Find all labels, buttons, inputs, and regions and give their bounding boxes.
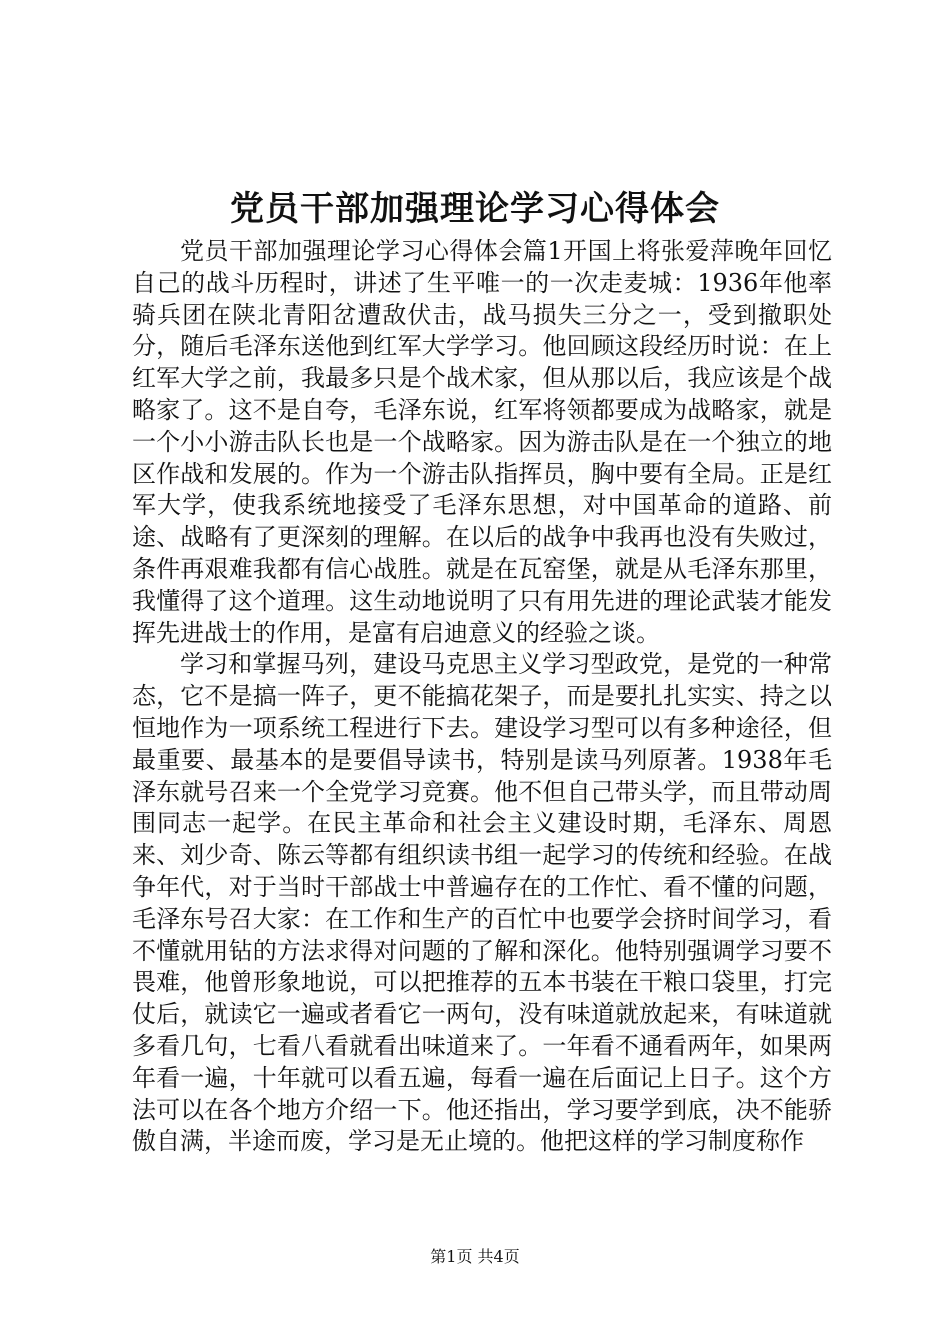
document-body [132, 236, 832, 1158]
paragraph-2: 学习和掌握马列，建设马克思主义学习型政党，是党的一种常态，它不是搞一阵子，更不能搞花架子，而是要扎扎实实、持之以恒地作为一项系统工程进行下去。建设学习型可以有多种途径，但最重要、最基本的是要倡导读书，特别是读马列原著。1938年毛泽东就号召来一个全党学习竞赛。他不但自己带头学，而且带动周围同志一起学。在民主革命和社会主义建设时期，毛泽东、周恩来、刘少奇、陈云等都有组织读书组一起学习的传统和经验。在战争年代，对于当时干部战士中普遍存在的工作忙、看不懂的问题，毛泽东号召大家：在工作和生产的百忙中也要学会挤时间学习，看不懂就用钻的方法求得对问题的了解和深化。他特别强调学习要不畏难，他曾形象地说，可以把推荐的五本书装在干粮口袋里，打完仗后，就读它一遍或者看它一两句，没有味道就放起来，有味道就多看几句，七看八看就看出味道来了。一年看不通看两年，如果两年看一遍，十年就可以看五遍，每看一遍在后面记上日子。这个方法可以在各个地方介绍一下。他还指出，学习要学到底，决不能骄傲自满，半途而废，学习是无止境的。他把这样的学习制度称作 [132, 650, 832, 1156]
document-title: 党员干部加强理论学习心得体会 [230, 189, 720, 229]
page-footer: 第1页 共4页 [430, 1247, 520, 1266]
paragraph-1: 党员干部加强理论学习心得体会篇1开国上将张爱萍晚年回忆自己的战斗历程时，讲述了生平唯一的一次走麦城：1936年他率骑兵团在陕北青阳岔遭敌伏击，战马损失三分之一，受到撤职处分，随后毛泽东送他到红军大学学习。他回顾这段经历时说：在上红军大学之前，我最多只是个战术家，但从那以后，我应该是个战略家了。这不是自夸，毛泽东说，红军将领都要成为战略家，就是一个小小游击队长也是一个战略家。因为游击队是在一个独立的地区作战和发展的。作为一个游击队指挥员，胸中要有全局。正是红军大学，使我系统地接受了毛泽东思想，对中国革命的道路、前途、战略有了更深刻的理解。在以后的战争中我再也没有失败过，条件再艰难我都有信心战胜。就是在瓦窑堡，就是从毛泽东那里，我懂得了这个道理。这生动地说明了只有用先进的理论武装才能发挥先进战士的作用，是富有启迪意义的经验之谈。 [132, 237, 832, 647]
